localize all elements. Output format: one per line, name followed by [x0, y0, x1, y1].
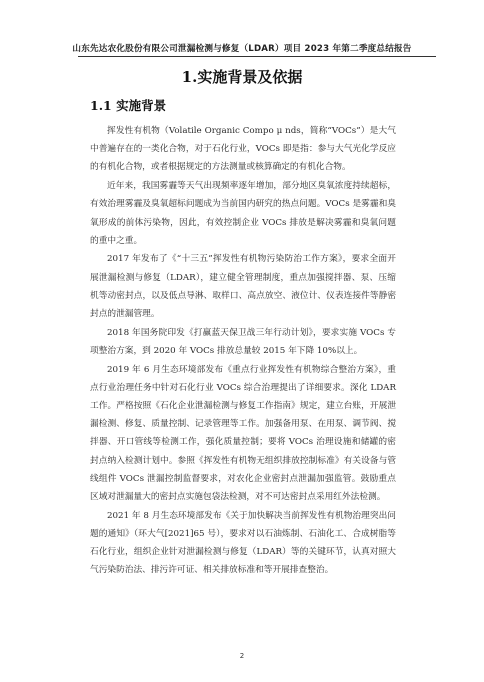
- paragraph: 2017 年发布了《“十三五”挥发性有机物污染防治工作方案》，要求全面开展泄漏检测与修复（LDAR），建立健全管理制度，重点加强搅拌器、泵、压缩机等动密封点，以及低点导淋、取样口、高点放空、液位计、仪表连接件等静密封点的泄漏管理。: [90, 254, 396, 320]
- section-title: 1.1 实施背景: [90, 98, 167, 113]
- paragraph: 挥发性有机物（Volatile Organic Compo μ nds，简称“VOCs”）是大气中普遍存在的一类化合物，对于石化行业，VOCs 即是指：参与大气光化学反应的有机化合物，或者根据规定的方法测量或核算确定的有机化合物。: [90, 126, 396, 173]
- paragraph: 近年来，我国雾霾等天气出现频率逐年增加，部分地区臭氧浓度持续超标，有效治理雾霾及臭氧超标问题成为当前国内研究的热点问题。VOCs 是雾霾和臭氧形成的前体污染物，因此，有效控制企业 VOCs 排放是解决雾霾和臭氧问题的重中之重。: [90, 181, 396, 246]
- paragraph: 2018 年国务院印发《打赢蓝天保卫战三年行动计划》，要求实施 VOCs 专项整治方案，到 2020 年 VOCs 排放总量较 2015 年下降 10%以上。: [90, 327, 396, 356]
- header-divider: [78, 56, 436, 57]
- paragraph: 2021 年 8 月生态环境部发布《关于加快解决当前挥发性有机物治理突出问题的通知》（环大气[2021]65 号），要求对以石油炼制、石油化工、合成树脂等石化行业，组织企业针对泄漏检测与修复（LDAR）等的关键环节，认真对照大气污染防治法、排污许可证、相关排放标准和等开展排查整治。: [90, 510, 396, 576]
- running-header: 山东先达农化股份有限公司泄漏检测与修复（LDAR）项目 2023 年第二季度总结报告: [72, 44, 412, 54]
- page-number: 2: [239, 652, 245, 660]
- paragraph: 2019 年 6 月生态环境部发布《重点行业挥发性有机物综合整治方案》，重点行业治理任务中针对石化行业 VOCs 综合治理提出了详细要求。深化 LDAR 工作。严格按照《石化企业泄漏检测与修复工作指南》规定，建立台账，开展泄漏检测、修复、质量控制、记录管理等工作。加强备用泵、在用泵、调节阀、搅拌器、开口管线等检测工作，强化质量控制；要将 VOCs 治理设施和储罐的密封点纳入检测计划中。参照《挥发性有机物无组织排放控制标准》有关设备与管线组件 VOCs 泄漏控制监督要求，对农化企业密封点泄漏加强监管。鼓励重点区域对泄漏量大的密封点实施包袋法检测，对不可达密封点采用红外法检测。: [90, 364, 396, 503]
- body-text: [90, 122, 396, 580]
- chapter-title: 1.实施背景及依据: [181, 68, 303, 86]
